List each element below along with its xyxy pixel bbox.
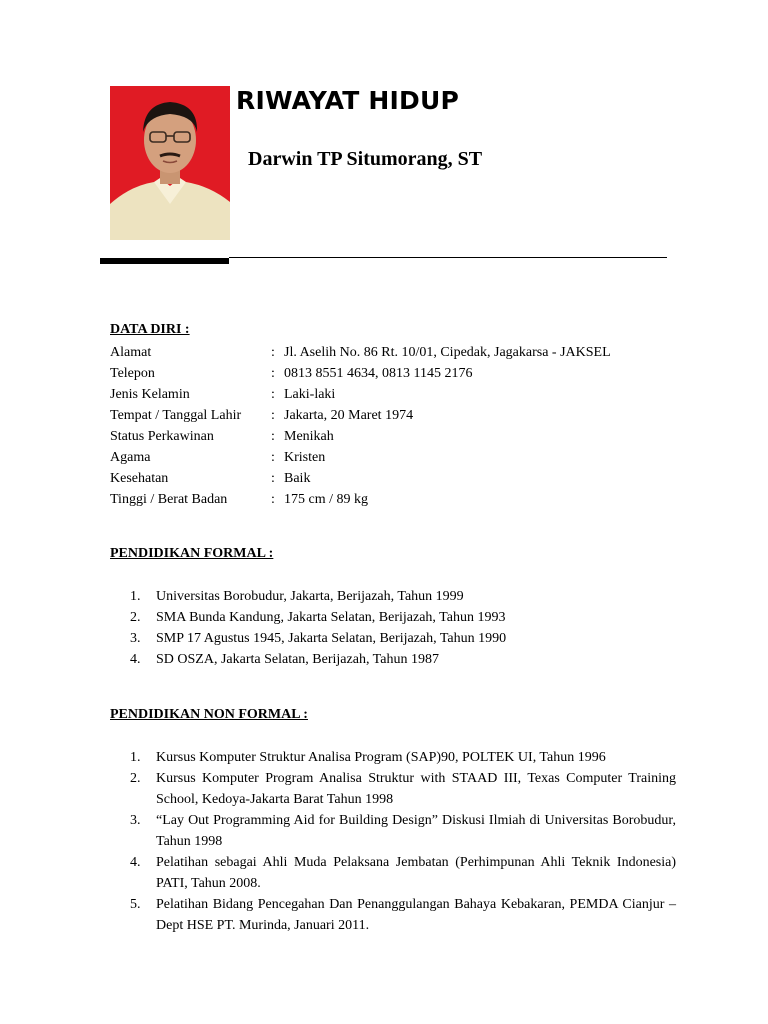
- personal-data-row: [110, 384, 670, 405]
- personal-data-row: [110, 405, 670, 426]
- list-text: Kursus Komputer Program Analisa Struktur with STAAD III, Texas Computer Training School, Kedoya-Jakarta Barat Tahun 1998: [156, 771, 676, 807]
- field-label: Agama: [110, 450, 151, 465]
- list-item: [110, 649, 676, 670]
- document-title: RIWAYAT HIDUP: [236, 86, 460, 115]
- list-text: SD OSZA, Jakarta Selatan, Berijazah, Tahun 1987: [156, 652, 439, 667]
- field-colon: :: [271, 450, 275, 465]
- list-number: 3.: [130, 631, 141, 646]
- personal-data-row: [110, 363, 670, 384]
- field-label: Tinggi / Berat Badan: [110, 492, 228, 507]
- field-value: Jl. Aselih No. 86 Rt. 10/01, Cipedak, Jagakarsa - JAKSEL: [284, 345, 611, 360]
- list-number: 4.: [130, 652, 141, 667]
- personal-data-row: [110, 342, 670, 363]
- formal-education-list: [110, 586, 676, 670]
- list-text: SMP 17 Agustus 1945, Jakarta Selatan, Berijazah, Tahun 1990: [156, 631, 507, 646]
- list-item: [110, 852, 676, 894]
- personal-data-row: [110, 426, 670, 447]
- field-colon: :: [271, 492, 275, 507]
- field-colon: :: [271, 429, 275, 444]
- list-number: 1.: [130, 750, 141, 765]
- field-value: Baik: [284, 471, 311, 486]
- field-value: Laki-laki: [284, 387, 336, 402]
- profile-photo: [110, 86, 230, 240]
- list-item: [110, 628, 676, 649]
- personal-data-table: [110, 342, 670, 510]
- field-label: Status Perkawinan: [110, 429, 214, 444]
- list-number: 4.: [130, 855, 141, 870]
- list-number: 1.: [130, 589, 141, 604]
- field-label: Tempat / Tanggal Lahir: [110, 408, 242, 423]
- field-value: Menikah: [284, 429, 334, 444]
- list-item: [110, 810, 676, 852]
- list-item: [110, 747, 676, 768]
- list-text: SMA Bunda Kandung, Jakarta Selatan, Berijazah, Tahun 1993: [156, 610, 506, 625]
- field-value: Kristen: [284, 450, 326, 465]
- list-number: 5.: [130, 897, 141, 912]
- list-number: 3.: [130, 813, 141, 828]
- section-heading-data-diri: DATA DIRI :: [110, 322, 190, 337]
- field-value: 0813 8551 4634, 0813 1145 2176: [284, 366, 473, 381]
- field-value: Jakarta, 20 Maret 1974: [284, 408, 414, 423]
- list-text: “Lay Out Programming Aid for Building Design” Diskusi Ilmiah di Universitas Borobudur, Tahun 1998: [156, 813, 676, 849]
- field-colon: :: [271, 366, 275, 381]
- field-colon: :: [271, 408, 275, 423]
- list-item: [110, 894, 676, 936]
- list-item: [110, 586, 676, 607]
- section-heading-pendidikan-non-formal: PENDIDIKAN NON FORMAL :: [110, 707, 308, 722]
- non-formal-education-list: [110, 747, 676, 936]
- list-text: Universitas Borobudur, Jakarta, Berijazah, Tahun 1999: [156, 589, 464, 604]
- personal-data-row: [110, 489, 670, 510]
- list-text: Pelatihan Bidang Pencegahan Dan Penanggulangan Bahaya Kebakaran, PEMDA Cianjur – Dept HSE PT. Murinda, Januari 2011.: [156, 897, 676, 933]
- person-name: Darwin TP Situmorang, ST: [248, 148, 483, 170]
- header-divider-thin: [229, 257, 667, 258]
- list-number: 2.: [130, 771, 141, 786]
- field-colon: :: [271, 345, 275, 360]
- field-label: Alamat: [110, 345, 152, 360]
- personal-data-row: [110, 447, 670, 468]
- list-number: 2.: [130, 610, 141, 625]
- list-text: Pelatihan sebagai Ahli Muda Pelaksana Jembatan (Perhimpunan Ahli Teknik Indonesia) PATI, Tahun 2008.: [156, 855, 676, 891]
- list-item: [110, 607, 676, 628]
- field-colon: :: [271, 387, 275, 402]
- header-divider-thick: [100, 258, 229, 264]
- field-colon: :: [271, 471, 275, 486]
- section-heading-pendidikan-formal: PENDIDIKAN FORMAL :: [110, 546, 274, 561]
- field-value: 175 cm / 89 kg: [284, 492, 368, 507]
- list-text: Kursus Komputer Struktur Analisa Program (SAP)90, POLTEK UI, Tahun 1996: [156, 750, 606, 765]
- field-label: Kesehatan: [110, 471, 169, 486]
- field-label: Telepon: [110, 366, 155, 381]
- list-item: [110, 768, 676, 810]
- personal-data-row: [110, 468, 670, 489]
- field-label: Jenis Kelamin: [110, 387, 190, 402]
